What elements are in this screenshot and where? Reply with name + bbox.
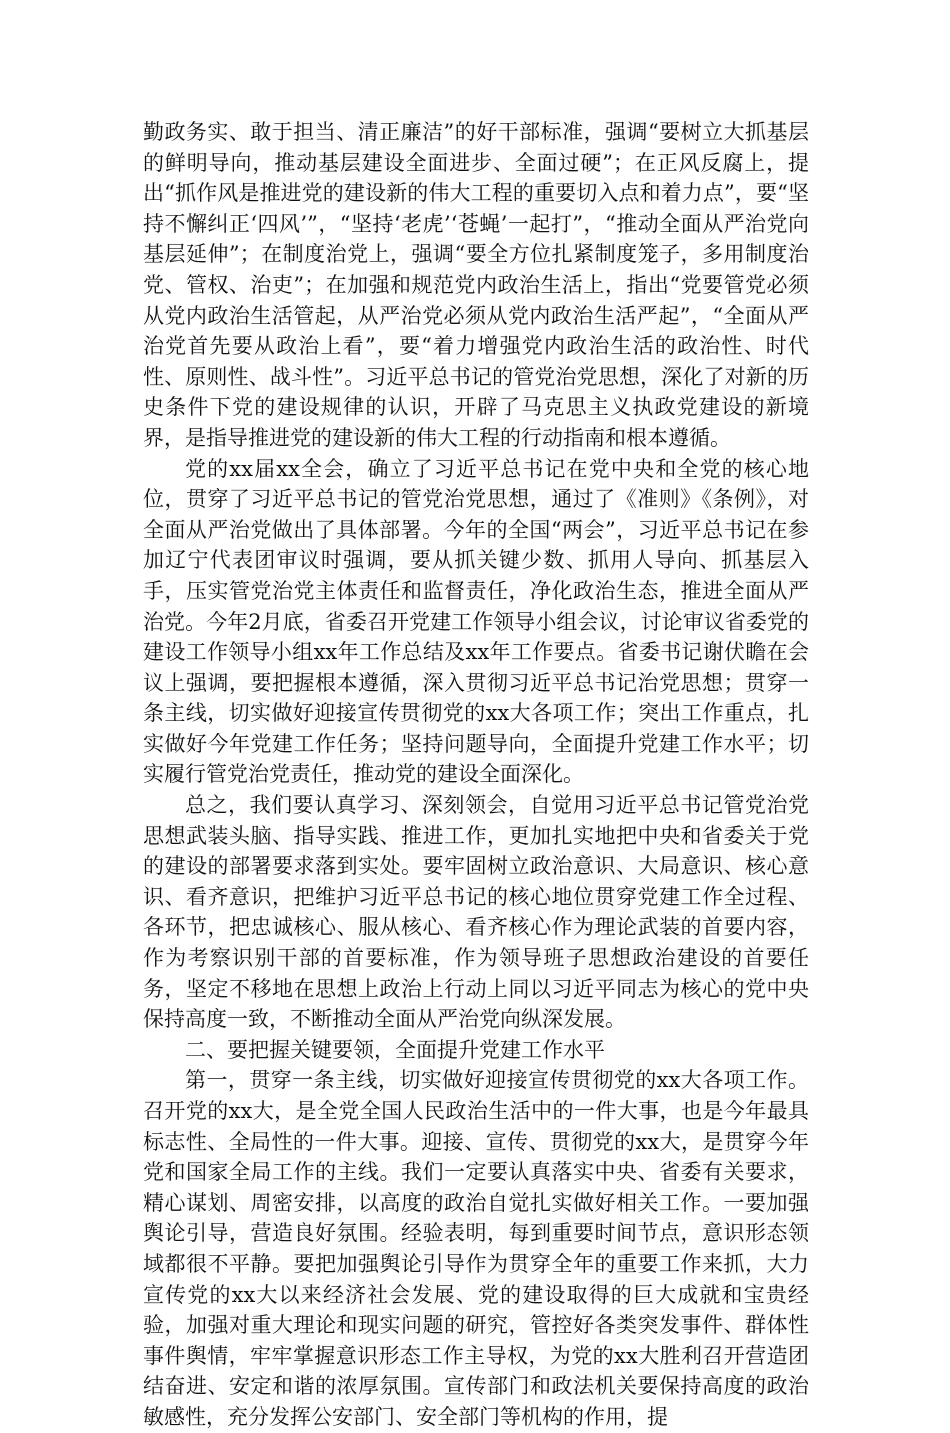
document-page — [143, 117, 809, 1433]
paragraph-3: 总之，我们要认真学习、深刻领会，自觉用习近平总书记管党治党思想武装头脑、指导实践、推进工作，更加扎实地把中央和省委关于党的建设的部署要求落到实处。要牢固树立政治意识、大局意识、核心意识、看齐意识，把维护习近平总书记的核心地位贯穿党建工作全过程、各环节，把忠诚核心、服从核心、看齐核心作为理论武装的首要内容，作为考察识别干部的首要标准，作为领导班子思想政治建设的首要任务，坚定不移地在思想上政治上行动上同以习近平同志为核心的党中央保持高度一致，不断推动全面从严治党向纵深发展。 — [143, 793, 809, 1032]
paragraph-4: 第一，贯穿一条主线，切实做好迎接宣传贯彻党的xx大各项工作。召开党的xx大，是全党全国人民政治生活中的一件大事，也是今年最具标志性、全局性的一件大事。迎接、宣传、贯彻党的xx大，是贯穿今年党和国家全局工作的主线。我们一定要认真落实中央、省委有关要求，精心谋划、周密安排，以高度的政治自觉扎实做好相关工作。一要加强舆论引导，营造良好氛围。经验表明，每到重要时间节点，意识形态领域都很不平静。要把加强舆论引导作为贯穿全年的重要工作来抓，大力宣传党的xx大以来经济社会发展、党的建设取得的巨大成就和宝贵经验，加强对重大理论和现实问题的研究，管控好各类突发事件、群体性事件舆情，牢牢掌握意识形态工作主导权，为党的xx大胜利召开营造团结奋进、安定和谐的浓厚氛围。宣传部门和政法机关要保持高度的政治敏感性，充分发挥公安部门、安全部门等机构的作用，提 — [143, 1068, 809, 1429]
paragraph-2: 党的xx届xx全会，确立了习近平总书记在党中央和全党的核心地位，贯穿了习近平总书记的管党治党思想，通过了《准则》《条例》，对全面从严治党做出了具体部署。今年的全国“两会”，习近平总书记在参加辽宁代表团审议时强调，要从抓关键少数、抓用人导向、抓基层入手，压实管党治党主体责任和监督责任，净化政治生态，推进全面从严治党。今年2月底，省委召开党建工作领导小组会议，讨论审议省委党的建设工作领导小组xx年工作总结及xx年工作要点。省委书记谢伏瞻在会议上强调，要把握根本遵循，深入贯彻习近平总书记治党思想；贯穿一条主线，切实做好迎接宣传贯彻党的xx大各项工作；突出工作重点，扎实做好今年党建工作任务；坚持问题导向，全面提升党建工作水平；切实履行管党治党责任，推动党的建设全面深化。 — [143, 456, 809, 787]
paragraph-1: 勤政务实、敢于担当、清正廉洁”的好干部标准，强调“要树立大抓基层的鲜明导向，推动基层建设全面进步、全面过硬”；在正风反腐上，提出“抓作风是推进党的建设新的伟大工程的重要切入点和着力点”，要“坚持不懈纠正‘四风’”，“坚持‘老虎’‘苍蝇’一起打”，“推动全面从严治党向基层延伸”；在制度治党上，强调“要全方位扎紧制度笼子，多用制度治党、管权、治吏”；在加强和规范党内政治生活上，指出“党要管党必须从党内政治生活管起，从严治党必须从党内政治生活严起”，“全面从严治党首先要从政治上看”，要“着力增强党内政治生活的政治性、时代性、原则性、战斗性”。习近平总书记的管党治党思想，深化了对新的历史条件下党的建设规律的认识，开辟了马克思主义执政党建设的新境界，是指导推进党的建设新的伟大工程的行动指南和根本遵循。 — [143, 120, 809, 450]
section-heading: 二、要把握关键要领，全面提升党建工作水平 — [185, 1037, 605, 1062]
